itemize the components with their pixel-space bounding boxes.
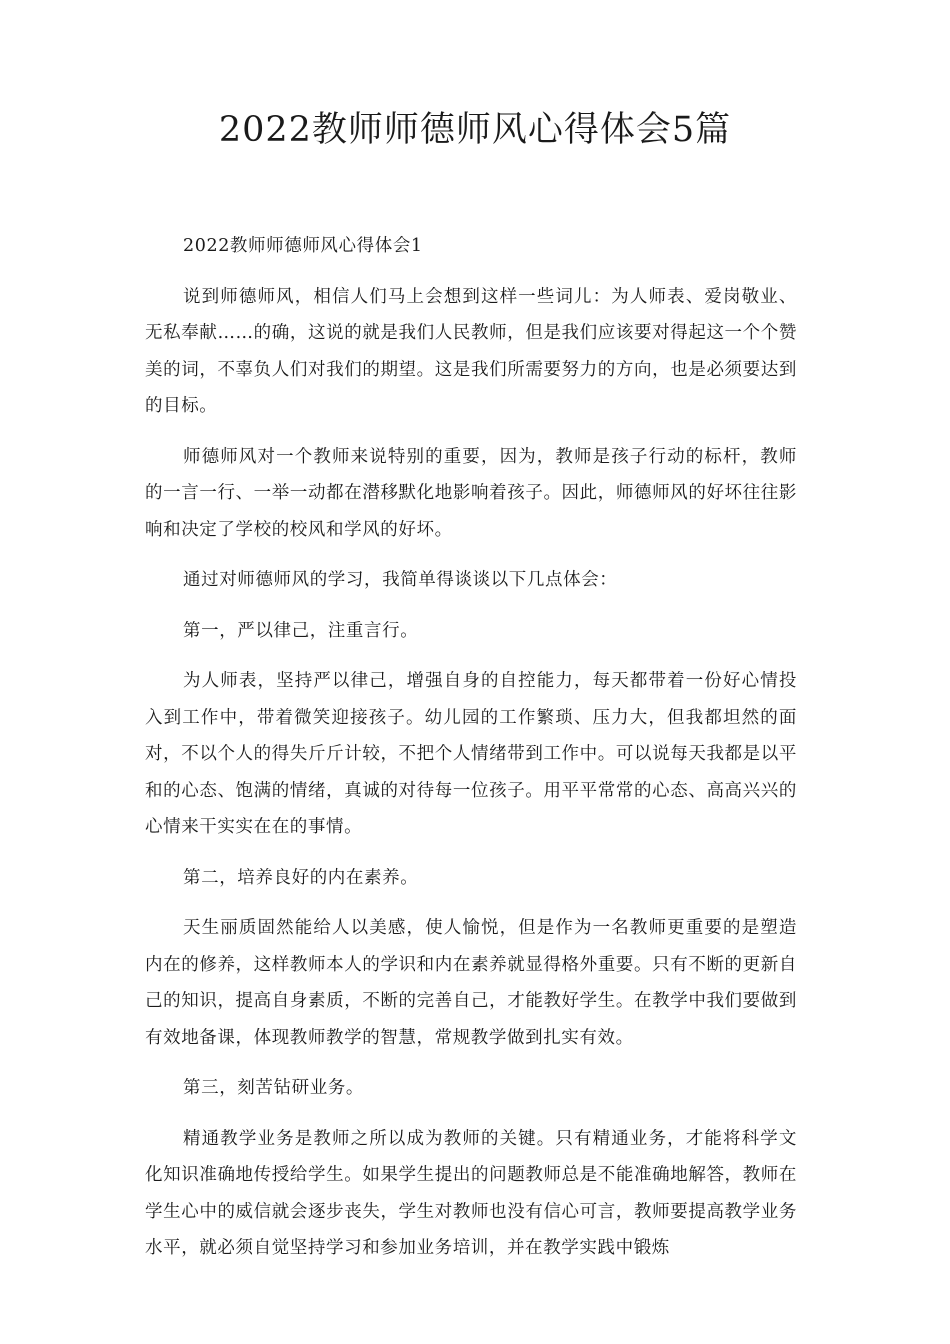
paragraph: 为人师表，坚持严以律己，增强自身的自控能力，每天都带着一份好心情投入到工作中，带着微笑迎接孩子。幼儿园的工作繁琐、压力大，但我都坦然的面对，不以个人的得失斤斤计较，不把个人情绪带到工作中。可以说每天我都是以平和的心态、饱满的情绪，真诚的对待每一位孩子。用平平常常的心态、高高兴兴的心情来干实实在在的事情。 (145, 671, 797, 837)
paragraph: 精通教学业务是教师之所以成为教师的关键。只有精通业务，才能将科学文化知识准确地传授给学生。如果学生提出的问题教师总是不能准确地解答，教师在学生心中的威信就会逐步丧失，学生对教师也没有信心可言，教师要提高教学业务水平，就必须自觉坚持学习和参加业务培训，并在教学实践中锻炼 (145, 1128, 797, 1258)
paragraph: 说到师德师风，相信人们马上会想到这样一些词儿：为人师表、爱岗敬业、无私奉献……的确，这说的就是我们人民教师，但是我们应该要对得起这一个个赞美的词，不辜负人们对我们的期望。这是我们所需要努力的方向，也是必须要达到的目标。 (145, 286, 797, 416)
document-body (145, 228, 797, 1281)
paragraph: 天生丽质固然能给人以美感，使人愉悦，但是作为一名教师更重要的是塑造内在的修养，这样教师本人的学识和内在素养就显得格外重要。只有不断的更新自己的知识，提高自身素质，不断的完善自己，才能教好学生。在教学中我们要做到有效地备课，体现教师教学的智慧，常规教学做到扎实有效。 (145, 918, 797, 1048)
point-heading: 第二，培养良好的内在素养。 (183, 867, 419, 888)
document-title: 2022教师师德师风心得体会5篇 (218, 110, 732, 150)
paragraph: 师德师风对一个教师来说特别的重要，因为，教师是孩子行动的标杆，教师的一言一行、一举一动都在潜移默化地影响着孩子。因此，师德师风的好坏往往影响和决定了学校的校风和学风的好坏。 (145, 446, 797, 540)
point-heading: 第三，刻苦钻研业务。 (183, 1078, 364, 1098)
paragraph: 通过对师德师风的学习，我简单得谈谈以下几点体会： (183, 570, 618, 590)
point-heading: 第一，严以律己，注重言行。 (183, 620, 419, 641)
section-heading: 2022教师师德师风心得体会1 (183, 236, 423, 256)
